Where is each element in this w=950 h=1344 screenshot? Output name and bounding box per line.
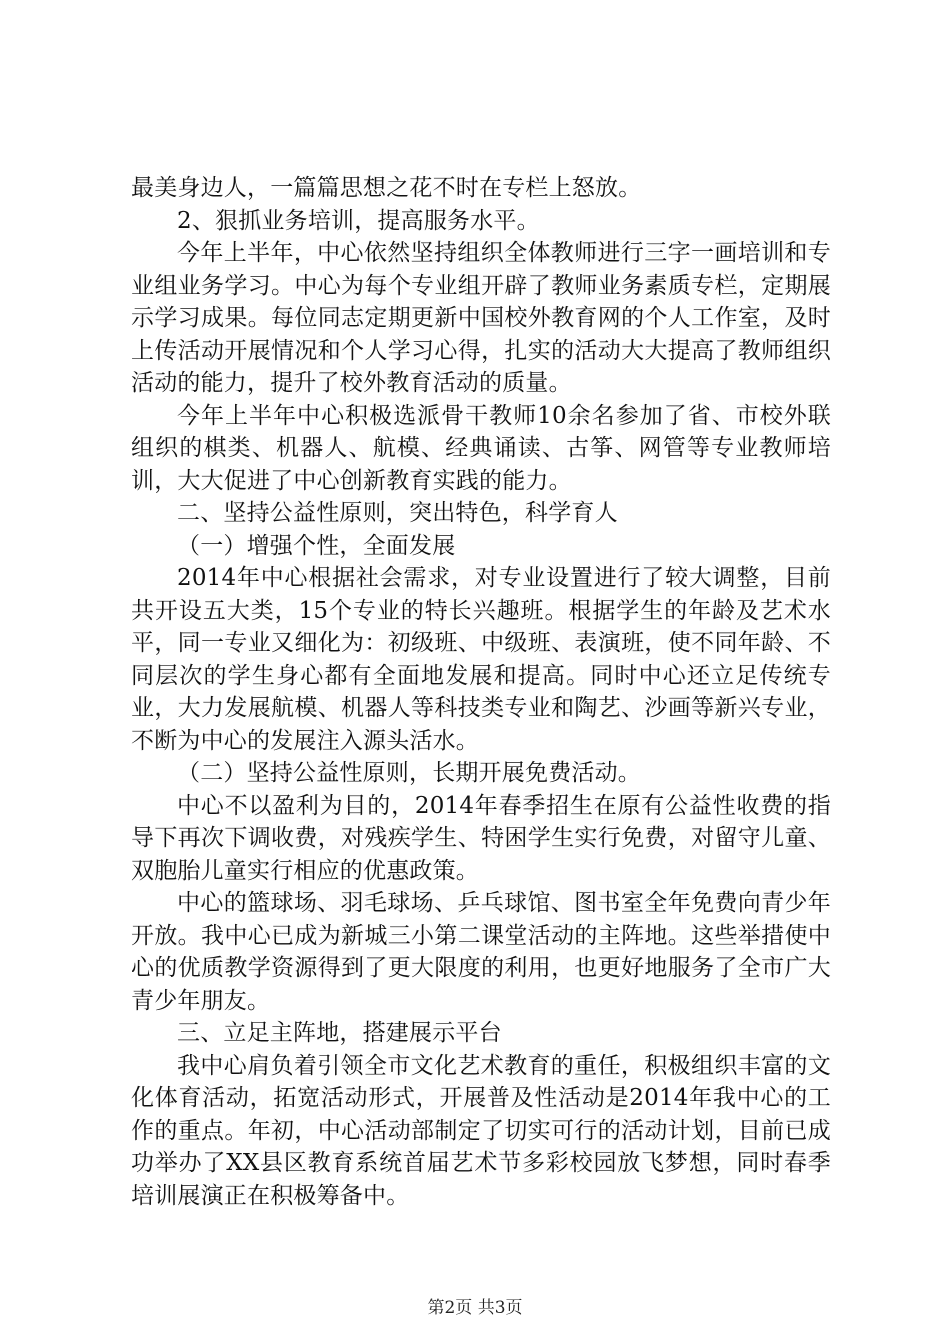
- subsection-heading: （二）坚持公益性原则，长期开展免费活动。: [177, 760, 641, 786]
- paragraph: 2014年中心根据社会需求，对专业设置进行了较大调整，目前共开设五大类，15个专业的特长兴趣班。根据学生的年龄及艺术水平，同一专业又细化为：初级班、中级班、表演班，使不同年龄、不同层次的学生身心都有全面地发展和提高。同时中心还立足传统专业，大力发展航模、机器人等科技类专业和陶艺、沙画等新兴专业，不断为中心的发展注入源头活水。: [131, 565, 831, 754]
- page-number-footer: 第2页 共3页: [427, 1298, 523, 1318]
- section-heading: 二、坚持公益性原则，突出特色，科学育人: [177, 500, 618, 526]
- paragraph: 今年上半年中心积极选派骨干教师10余名参加了省、市校外联组织的棋类、机器人、航模、经典诵读、古筝、网管等专业教师培训，大大促进了中心创新教育实践的能力。: [131, 402, 831, 494]
- section-heading: 三、立足主阵地，搭建展示平台: [177, 1020, 502, 1046]
- subsection-heading: （一）增强个性，全面发展: [177, 532, 456, 559]
- paragraph: 中心不以盈利为目的，2014年春季招生在原有公益性收费的指导下再次下调收费，对残疾学生、特困学生实行免费，对留守儿童、双胞胎儿童实行相应的优惠政策。: [131, 792, 831, 884]
- paragraph: 中心的篮球场、羽毛球场、乒乓球馆、图书室全年免费向青少年开放。我中心已成为新城三小第二课堂活动的主阵地。这些举措使中心的优质教学资源得到了更大限度的利用，也更好地服务了全市广大青少年朋友。: [131, 890, 831, 1014]
- paragraph: 今年上半年，中心依然坚持组织全体教师进行三字一画培训和专业组业务学习。中心为每个专业组开辟了教师业务素质专栏，定期展示学习成果。每位同志定期更新中国校外教育网的个人工作室，及时上传活动开展情况和个人学习心得，扎实的活动大大提高了教师组织活动的能力，提升了校外教育活动的质量。: [131, 240, 831, 396]
- paragraph: 我中心肩负着引领全市文化艺术教育的重任，积极组织丰富的文化体育活动，拓宽活动形式，开展普及性活动是2014年我中心的工作的重点。年初，中心活动部制定了切实可行的活动计划，目前已成功举办了XX县区教育系统首届艺术节多彩校园放飞梦想，同时春季培训展演正在积极筹备中。: [131, 1052, 831, 1209]
- paragraph: 最美身边人，一篇篇思想之花不时在专栏上怒放。: [131, 175, 642, 201]
- paragraph: 2、狠抓业务培训，提高服务水平。: [177, 207, 540, 234]
- document-body: [131, 172, 831, 1212]
